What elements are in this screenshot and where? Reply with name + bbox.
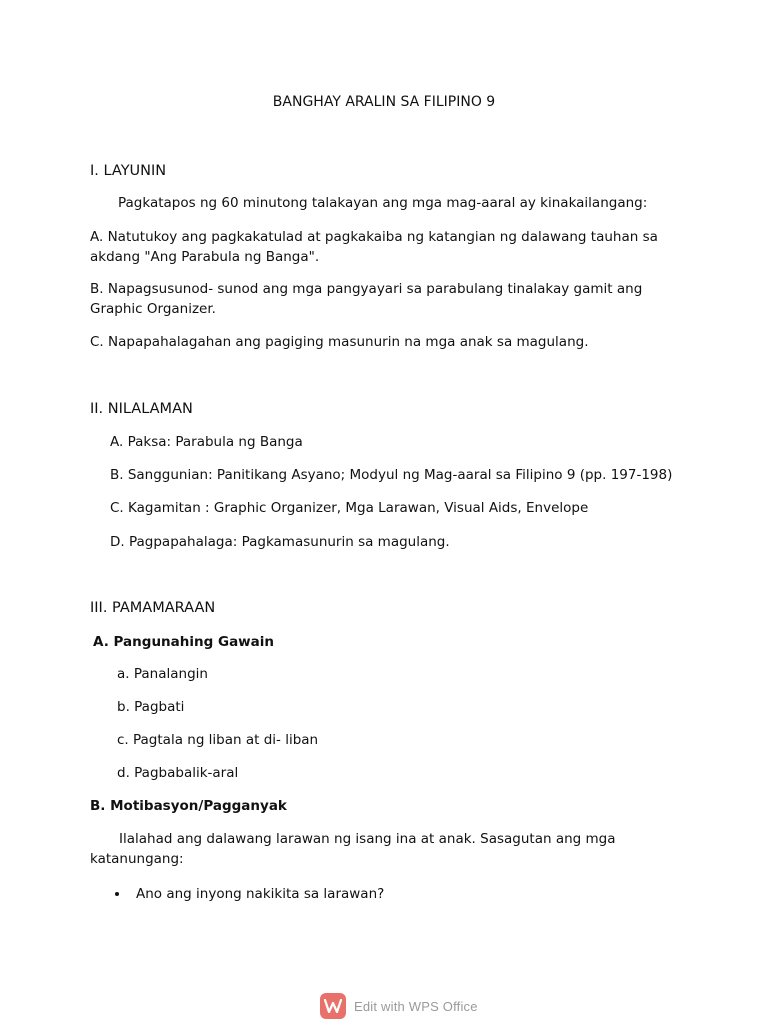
layunin-item-a-line2: akdang "Ang Parabula ng Banga". [90,249,320,265]
wps-office-icon [320,993,346,1019]
layunin-item-b-line1: B. Napagsusunod- sunod ang mga pangyayari sa parabulang tinalakay gamit ang [90,281,643,297]
pamamaraan-list-item: a. Panalangin [117,666,208,682]
bullet-icon [115,892,119,896]
motibasyon-paragraph-line2: katanungang: [90,851,184,867]
section-heading-layunin: I. LAYUNIN [90,163,167,179]
pamamaraan-list-item: d. Pagbabalik-aral [117,765,239,781]
pamamaraan-list-item: b. Pagbati [117,699,185,715]
wps-edit-badge[interactable] [320,992,478,1020]
section-heading-nilalaman: II. NILALAMAN [90,401,193,417]
bullet-item: Ano ang inyong nakikita sa larawan? [136,886,385,902]
wps-edit-label: Edit with WPS Office [354,998,478,1014]
section-heading-pamamaraan: III. PAMAMARAAN [90,600,216,616]
nilalaman-item-b: B. Sanggunian: Panitikang Asyano; Modyul ng Mag-aaral sa Filipino 9 (pp. 197-198) [110,467,673,483]
nilalaman-item-a: A. Paksa: Parabula ng Banga [110,434,303,450]
layunin-intro: Pagkatapos ng 60 minutong talakayan ang mga mag-aaral ay kinakailangang: [118,195,648,211]
nilalaman-item-d: D. Pagpapahalaga: Pagkamasunurin sa magulang. [110,534,450,550]
motibasyon-paragraph-line1: Ilalahad ang dalawang larawan ng isang ina at anak. Sasagutan ang mga [119,831,616,847]
layunin-item-c: C. Napapahalagahan ang pagiging masunurin na mga anak sa magulang. [90,334,589,350]
document-title: BANGHAY ARALIN SA FILIPINO 9 [272,94,496,110]
pamamaraan-list-item: c. Pagtala ng liban at di- liban [117,732,319,748]
pamamaraan-subheading-b: B. Motibasyon/Pagganyak [90,798,287,814]
pamamaraan-subheading-a: A. Pangunahing Gawain [93,634,274,650]
wps-logo-glyph [324,999,342,1013]
layunin-item-b-line2: Graphic Organizer. [90,301,216,317]
nilalaman-item-c: C. Kagamitan : Graphic Organizer, Mga Larawan, Visual Aids, Envelope [110,500,589,516]
layunin-item-a-line1: A. Natutukoy ang pagkakatulad at pagkakaiba ng katangian ng dalawang tauhan sa [90,229,658,245]
